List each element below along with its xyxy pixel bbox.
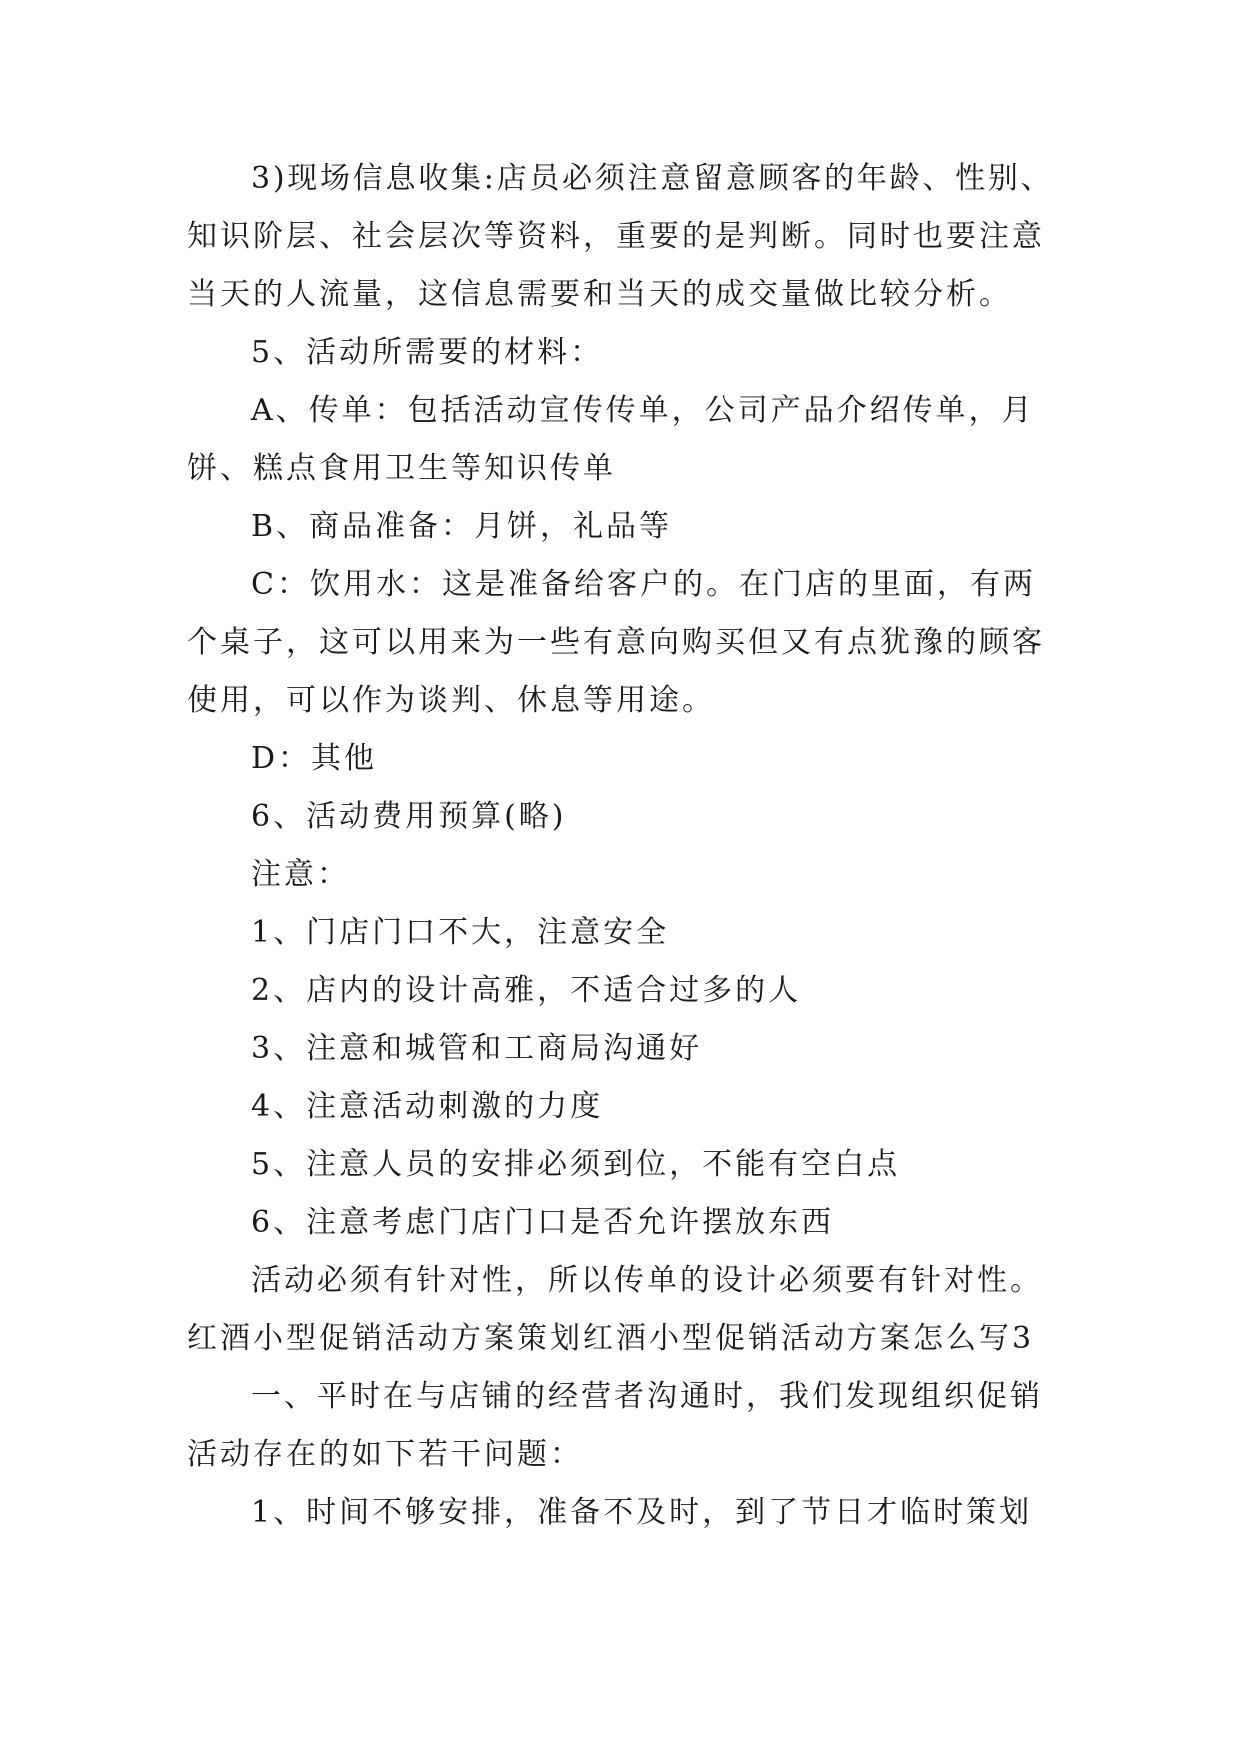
paragraph-line: 个桌子，这可以用来为一些有意向购买但又有点犹豫的顾客 [187, 625, 1045, 660]
list-item: 2、店内的设计高雅，不适合过多的人 [251, 973, 802, 1008]
list-item: 5、注意人员的安排必须到位，不能有空白点 [251, 1147, 901, 1182]
list-item: B、商品准备：月饼，礼品等 [251, 509, 673, 544]
paragraph-line: 使用，可以作为谈判、休息等用途。 [187, 683, 715, 718]
list-item: 4、注意活动刺激的力度 [251, 1089, 604, 1124]
paragraph-line: 3)现场信息收集:店员必须注意留意顾客的年龄、性别、 [251, 161, 1054, 196]
list-item: 6、注意考虑门店门口是否允许摆放东西 [251, 1205, 835, 1240]
paragraph-line: 当天的人流量，这信息需要和当天的成交量做比较分析。 [187, 277, 1012, 312]
section-heading: 6、活动费用预算(略) [251, 799, 567, 834]
document-body [187, 150, 1057, 1542]
paragraph-line: 知识阶层、社会层次等资料，重要的是判断。同时也要注意 [187, 219, 1045, 254]
paragraph-line: 饼、糕点食用卫生等知识传单 [187, 451, 616, 486]
section-heading: 一、平时在与店铺的经营者沟通时，我们发现组织促销 [251, 1379, 1043, 1414]
document-title: 红酒小型促销活动方案策划红酒小型促销活动方案怎么写3 [187, 1321, 1035, 1356]
list-item: C：饮用水：这是准备给客户的。在门店的里面，有两 [251, 567, 1036, 602]
list-item: 1、时间不够安排，准备不及时，到了节日才临时策划 [251, 1495, 1033, 1530]
list-item: A、传单：包括活动宣传传单，公司产品介绍传单，月 [251, 393, 1035, 428]
section-heading: 5、活动所需要的材料： [251, 335, 604, 370]
list-item: 3、注意和城管和工商局沟通好 [251, 1031, 703, 1066]
paragraph-line: 活动必须有针对性，所以传单的设计必须要有针对性。 [251, 1263, 1043, 1298]
paragraph-line: 活动存在的如下若干问题： [187, 1437, 583, 1472]
list-item: 1、门店门口不大，注意安全 [251, 915, 670, 950]
section-heading: 注意： [251, 857, 350, 892]
list-item: D：其他 [251, 741, 378, 776]
